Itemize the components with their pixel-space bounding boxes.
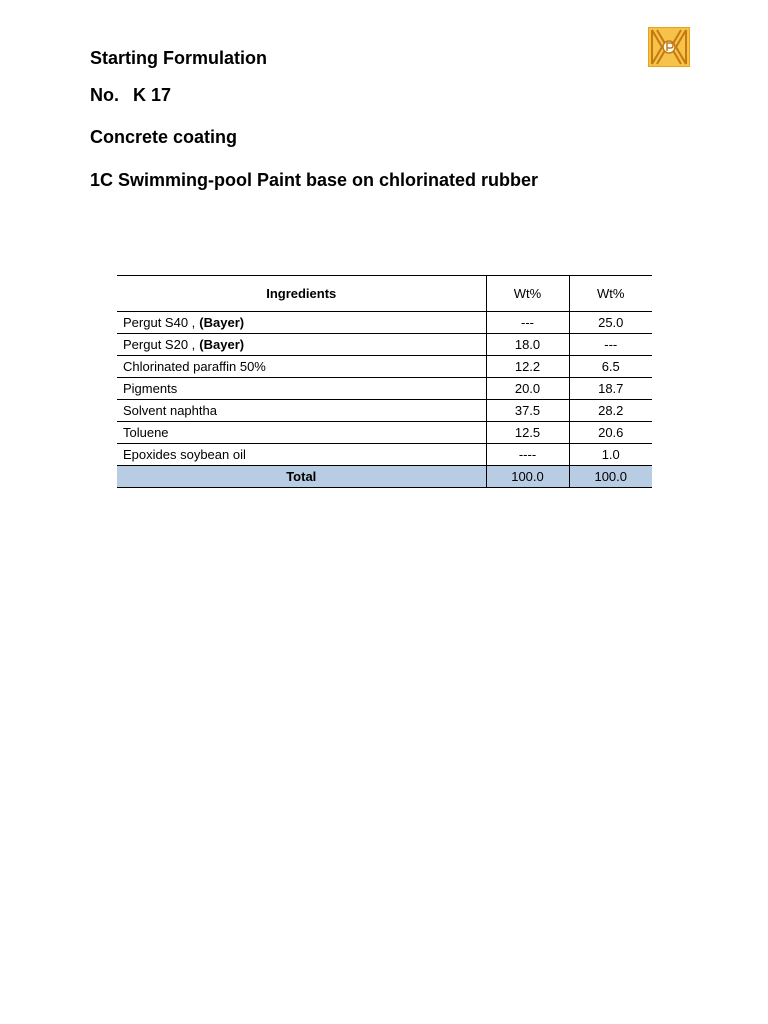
ingredient-name: Pigments [117,378,486,400]
ingredient-name: Toluene [117,422,486,444]
table-row [117,312,652,334]
wt2-cell: 20.6 [569,422,652,444]
table-header-row [117,276,652,312]
ingredients-table [117,275,652,488]
table-row [117,422,652,444]
table-row [117,444,652,466]
column-header-ingredients: Ingredients [117,276,486,312]
column-header-wt1: Wt% [486,276,569,312]
wt1-cell: ---- [486,444,569,466]
ingredient-name: Pergut S20 , [123,337,196,352]
wt1-cell: 12.2 [486,356,569,378]
column-header-wt2: Wt% [569,276,652,312]
wt1-cell: --- [486,312,569,334]
table-row [117,378,652,400]
wt2-cell: 25.0 [569,312,652,334]
formulation-number-value: K 17 [133,85,172,105]
ingredient-cell [117,334,486,356]
document-title: Starting Formulation [90,48,267,68]
total-wt2: 100.0 [569,466,652,488]
ingredient-cell [117,312,486,334]
ingredient-name: Epoxides soybean oil [117,444,486,466]
wt2-cell: 1.0 [569,444,652,466]
ingredient-name: Solvent naphtha [117,400,486,422]
wt1-cell: 20.0 [486,378,569,400]
formulation-category: Concrete coating [90,127,238,147]
ingredient-supplier: (Bayer) [199,315,245,330]
wt1-cell: 37.5 [486,400,569,422]
total-wt1: 100.0 [486,466,569,488]
wt2-cell: 28.2 [569,400,652,422]
wt1-cell: 12.5 [486,422,569,444]
product-name: 1C Swimming-pool Paint base on chlorinated rubber [90,170,539,190]
total-label: Total [117,466,486,488]
formulation-number [90,85,171,106]
ingredient-supplier: (Bayer) [199,337,245,352]
wt2-cell: --- [569,334,652,356]
table-row [117,400,652,422]
ingredient-name: Pergut S40 , [123,315,196,330]
wt2-cell: 6.5 [569,356,652,378]
table-row [117,356,652,378]
formulation-number-label: No. [90,85,119,105]
wt1-cell: 18.0 [486,334,569,356]
total-row [117,466,652,488]
company-logo-icon [648,27,690,67]
ingredient-name: Chlorinated paraffin 50% [117,356,486,378]
table-row [117,334,652,356]
wt2-cell: 18.7 [569,378,652,400]
